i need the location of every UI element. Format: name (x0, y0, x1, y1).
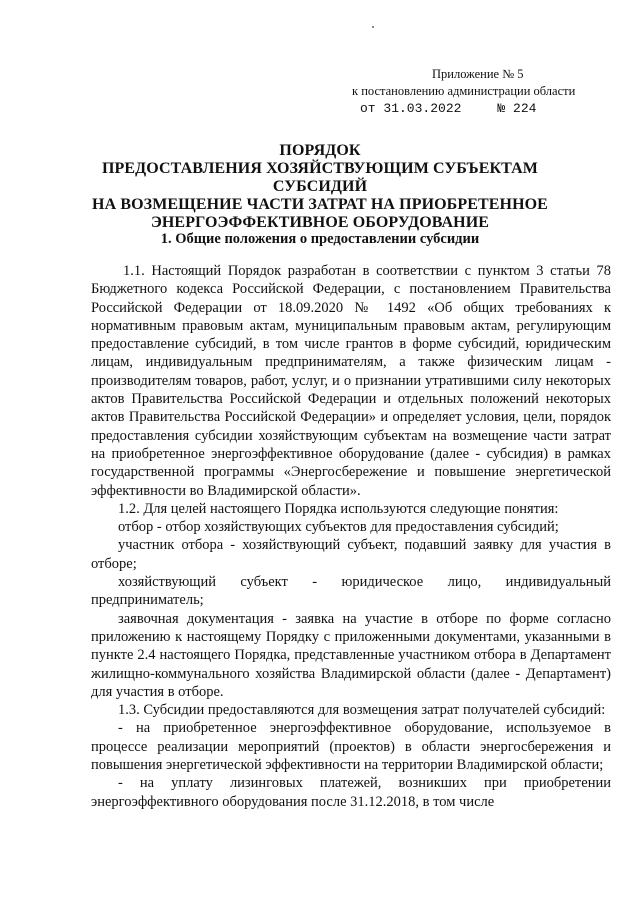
section-heading: 1. Общие положения о предоставлении субсидии (160, 231, 480, 247)
document-title (60, 142, 580, 232)
title-line-1: ПОРЯДОК (279, 142, 361, 159)
list-item-leasing: - на уплату лизинговых платежей, возникших при приобретении энергоэффективного оборудования после 31.12.2018, в том числе (91, 775, 611, 810)
paragraph-1-3: 1.3. Субсидии предоставляются для возмещения затрат получателей субсидий: (118, 702, 606, 719)
title-line-4: ЭНЕРГОЭФФЕКТИВНОЕ ОБОРУДОВАНИЕ (150, 214, 490, 231)
appendix-decree: к постановлению администрации области (352, 84, 576, 98)
scan-mark (372, 26, 374, 28)
paragraph-1-1: 1.1. Настоящий Порядок разработан в соответствии с пунктом 3 статьи 78 Бюджетного кодекса Российской Федерации, с постановлением Правительства Российской Федерации от 18.09.2020 № 1492 «Об общих требованиях к нормативным правовым актам, муниципальным правовым актам, регулирующим предоставление субсидий, в том числе грантов в форме субсидий, юридическим лицам, индивидуальным предпринимателям, а также физическим лицам - производителям товаров, работ, услуг, и о признании утратившими силу некоторых актов Правительства Российской Федерации и отдельных положений некоторых актов Правительства Российской Федерации» и определяет условия, цели, порядок предоставления субсидии хозяйствующим субъектам на возмещение части затрат на приобретенное энергоэффективное оборудование (далее - субсидия) в рамках государственной программы «Энергосбережение и повышение энергетической эффективности во Владимирской области». (91, 263, 611, 499)
title-line-2: ПРЕДОСТАВЛЕНИЯ ХОЗЯЙСТВУЮЩИМ СУБЪЕКТАМ СУБСИДИЙ (101, 160, 539, 195)
appendix-date: от 31.03.2022 (360, 101, 462, 116)
list-item-equipment: - на приобретенное энергоэффективное оборудование, используемое в процессе реализации мероприятий (проектов) в области энергосбережения и повышения энергетической эффективности на территории Владимирской области; (91, 720, 611, 774)
title-line-3: НА ВОЗМЕЩЕНИЕ ЧАСТИ ЗАТРАТ НА ПРИОБРЕТЕННОЕ (92, 196, 548, 213)
definition-application-docs: заявочная документация - заявка на участие в отборе по форме согласно приложению к настоящему Порядку с приложенными документами, указанными в пункте 2.4 настоящего Порядка, представленные участником отбора в Департамент жилищно-коммунального хозяйства Владимирской области (далее - Департамент) для участия в отборе. (91, 610, 611, 700)
appendix-date-number (342, 100, 602, 117)
appendix-label: Приложение № 5 (432, 67, 524, 81)
appendix-number: № 224 (497, 101, 537, 116)
definition-entity: хозяйствующий субъект - юридическое лицо, индивидуальный предприниматель; (91, 574, 611, 609)
appendix-block (342, 66, 602, 117)
document-body (91, 262, 611, 811)
definition-participant: участник отбора - хозяйствующий субъект, подавший заявку для участия в отборе; (91, 537, 611, 572)
definition-selection: отбор - отбор хозяйствующих субъектов для предоставления субсидий; (118, 519, 559, 536)
paragraph-1-2: 1.2. Для целей настоящего Порядка используются следующие понятия: (118, 500, 559, 517)
